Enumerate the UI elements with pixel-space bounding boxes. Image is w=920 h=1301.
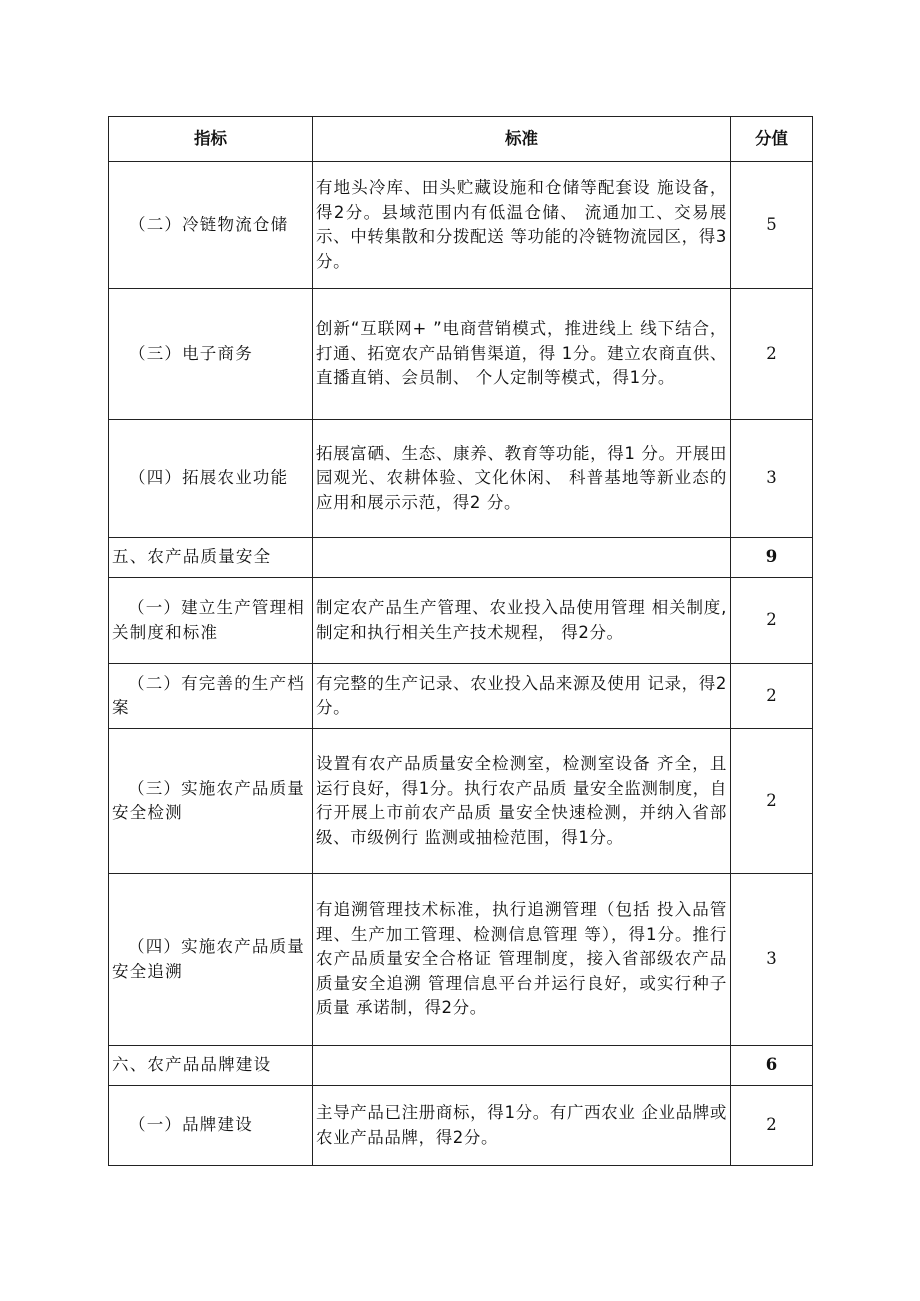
row-score: 2 (731, 729, 813, 874)
section-score: 9 (731, 538, 813, 578)
table-row (109, 420, 813, 538)
section-blank (313, 1046, 731, 1086)
header-standard: 标准 (313, 117, 731, 162)
section-title: 六、农产品品牌建设 (109, 1046, 313, 1086)
row-standard: 拓展富硒、生态、康养、教育等功能，得1 分。开展田园观光、农耕体验、文化休闲、 科普基地等新业态的应用和展示示范，得2 分。 (313, 420, 731, 538)
section-row (109, 538, 813, 578)
section-score: 6 (731, 1046, 813, 1086)
row-indicator-text: （四）实施农产品质量安全追溯 (112, 937, 305, 981)
row-indicator (109, 578, 313, 664)
row-standard: 主导产品已注册商标，得1分。有广西农业 企业品牌或农业产品品牌，得2分。 (313, 1086, 731, 1166)
table-row (109, 729, 813, 874)
scoring-table (108, 116, 813, 1166)
table-header-row (109, 117, 813, 162)
row-score: 2 (731, 578, 813, 664)
table-row (109, 874, 813, 1046)
row-score: 3 (731, 874, 813, 1046)
section-row (109, 1046, 813, 1086)
row-standard: 有完整的生产记录、农业投入品来源及使用 记录，得2分。 (313, 664, 731, 729)
row-standard: 设置有农产品质量安全检测室，检测室设备 齐全，且运行良好，得1分。执行农产品质 量安全监测制度，自行开展上市前农产品质 量安全快速检测，并纳入省部级、市级例行 监测或抽检范围，得1分。 (313, 729, 731, 874)
row-indicator: （四）拓展农业功能 (109, 420, 313, 538)
row-score: 2 (731, 289, 813, 420)
row-score: 3 (731, 420, 813, 538)
row-indicator: （二）冷链物流仓储 (109, 162, 313, 289)
header-score: 分值 (731, 117, 813, 162)
row-score: 5 (731, 162, 813, 289)
row-standard: 创新“互联网+ ”电商营销模式，推进线上 线下结合，打通、拓宽农产品销售渠道，得 1分。建立农商直供、直播直销、会员制、 个人定制等模式，得1分。 (313, 289, 731, 420)
row-standard: 有追溯管理技术标准，执行追溯管理（包括 投入品管理、生产加工管理、检测信息管理 等），得1分。推行农产品质量安全合格证 管理制度，接入省部级农产品质量安全追溯 管理信息平台并运行良好，或实行种子质量 承诺制，得2分。 (313, 874, 731, 1046)
row-indicator: （三）电子商务 (109, 289, 313, 420)
row-standard: 制定农产品生产管理、农业投入品使用管理 相关制度,制定和执行相关生产技术规程， 得2分。 (313, 578, 731, 664)
table-row (109, 289, 813, 420)
row-indicator-text: （三）实施农产品质量安全检测 (112, 778, 305, 822)
row-indicator (109, 874, 313, 1046)
table-row (109, 664, 813, 729)
table-row (109, 162, 813, 289)
table-row (109, 1086, 813, 1166)
row-indicator-text: （一）建立生产管理相关制度和标准 (112, 598, 305, 642)
section-blank (313, 538, 731, 578)
row-indicator (109, 729, 313, 874)
row-indicator (109, 664, 313, 729)
header-indicator: 指标 (109, 117, 313, 162)
row-standard: 有地头冷库、田头贮藏设施和仓储等配套设 施设备，得2分。县域范围内有低温仓储、 流通加工、交易展示、中转集散和分拨配送 等功能的冷链物流园区，得3分。 (313, 162, 731, 289)
row-score: 2 (731, 664, 813, 729)
row-score: 2 (731, 1086, 813, 1166)
section-title: 五、农产品质量安全 (109, 538, 313, 578)
row-indicator: （一）品牌建设 (109, 1086, 313, 1166)
table-row (109, 578, 813, 664)
row-indicator-text: （二）有完善的生产档案 (112, 673, 305, 717)
